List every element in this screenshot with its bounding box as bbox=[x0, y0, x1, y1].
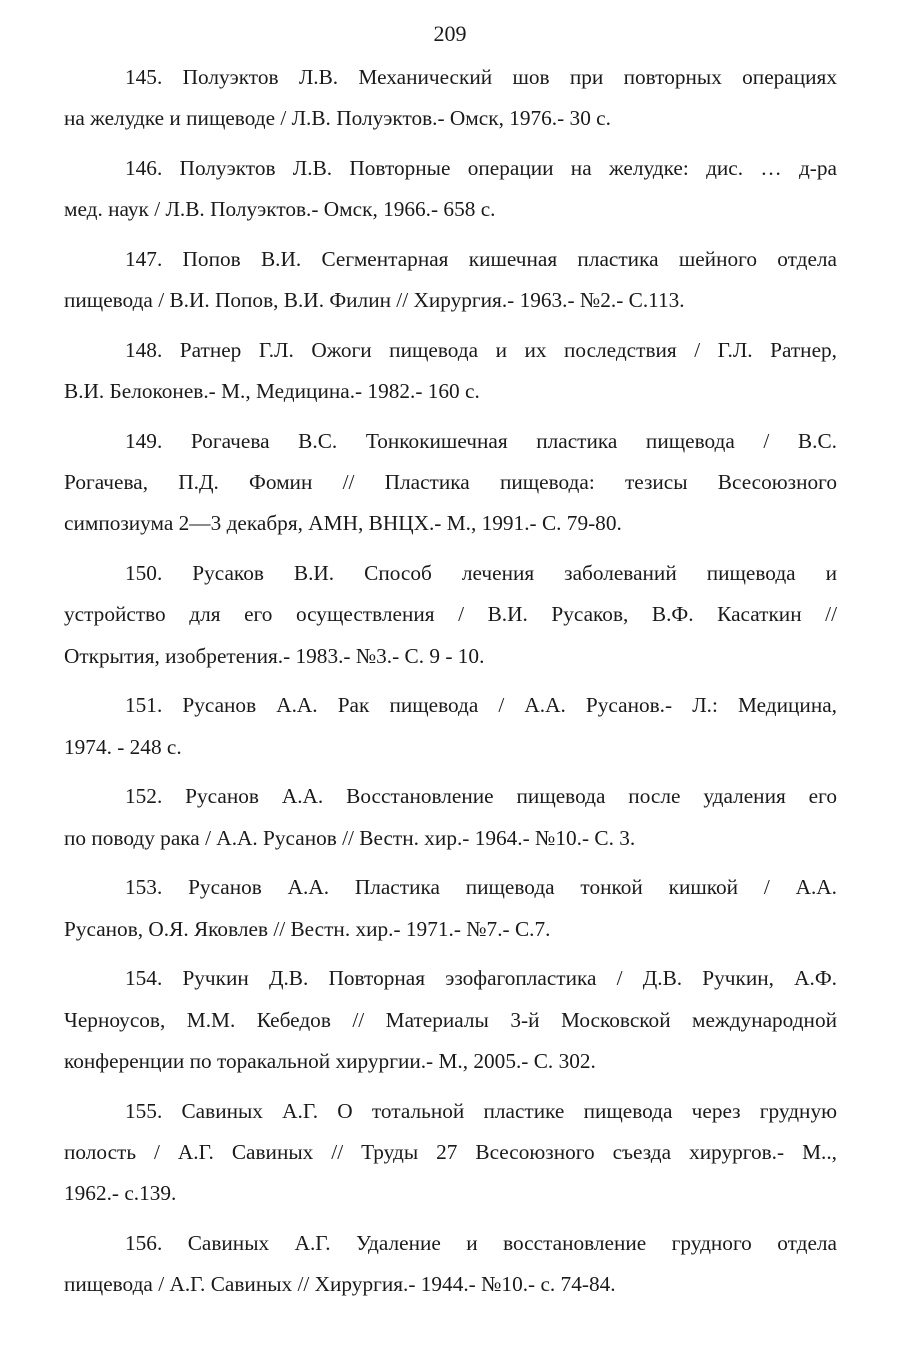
reference-line: 156. Савиных А.Г. Удаление и восстановление грудного отдела bbox=[125, 1230, 837, 1255]
reference-line: 155. Савиных А.Г. О тотальной пластике пищевода через грудную bbox=[125, 1098, 837, 1123]
reference-entry bbox=[64, 685, 837, 767]
reference-line: 147. Попов В.И. Сегментарная кишечная пластика шейного отдела bbox=[125, 247, 837, 271]
reference-entry bbox=[64, 421, 837, 545]
reference-line: пищевода / А.Г. Савиных // Хирургия.- 1944.- №10.- с. 74-84. bbox=[64, 1272, 616, 1297]
reference-entry bbox=[64, 867, 837, 949]
reference-line: 154. Ручкин Д.В. Повторная эзофагопластика / Д.В. Ручкин, А.Ф. bbox=[125, 966, 837, 991]
reference-entry bbox=[64, 330, 837, 412]
reference-line: на желудке и пищеводе / Л.В. Полуэктов.- Омск, 1976.- 30 с. bbox=[64, 106, 611, 131]
reference-entry bbox=[64, 553, 837, 677]
reference-line: пищевода / В.И. Попов, В.И. Филин // Хирургия.- 1963.- №2.- С.113. bbox=[64, 288, 685, 313]
reference-line: полость / А.Г. Савиных // Труды 27 Всесоюзного съезда хирургов.- М.., bbox=[64, 1139, 837, 1164]
reference-line: 153. Русанов А.А. Пластика пищевода тонкой кишкой / А.А. bbox=[125, 875, 837, 900]
reference-line: конференции по торакальной хирургии.- М., 2005.- С. 302. bbox=[64, 1048, 596, 1073]
reference-entry bbox=[64, 1091, 837, 1215]
reference-entry bbox=[64, 148, 837, 230]
reference-entry bbox=[64, 57, 837, 139]
reference-line: симпозиума 2—3 декабря, АМН, ВНЦХ.- М., 1991.- С. 79-80. bbox=[64, 511, 622, 536]
reference-line: по поводу рака / А.А. Русанов // Вестн. хир.- 1964.- №10.- С. 3. bbox=[64, 825, 636, 850]
reference-line: 152. Русанов А.А. Восстановление пищевода после удаления его bbox=[125, 784, 837, 809]
reference-line: Черноусов, М.М. Кебедов // Материалы 3-й Московской международной bbox=[64, 1007, 837, 1032]
reference-line: 145. Полуэктов Л.В. Механический шов при повторных операциях bbox=[125, 65, 837, 89]
reference-entry bbox=[64, 958, 837, 1082]
reference-line: Русанов, О.Я. Яковлев // Вестн. хир.- 1971.- №7.- С.7. bbox=[64, 916, 551, 941]
page-number: 209 bbox=[433, 21, 467, 46]
reference-line: 150. Русаков В.И. Способ лечения заболеваний пищевода и bbox=[125, 561, 837, 586]
reference-list bbox=[64, 57, 837, 1305]
reference-line: 149. Рогачева В.С. Тонкокишечная пластика пищевода / В.С. bbox=[125, 429, 837, 453]
reference-line: 1962.- с.139. bbox=[64, 1181, 177, 1206]
reference-line: Открытия, изобретения.- 1983.- №3.- С. 9 - 10. bbox=[64, 643, 485, 668]
reference-line: 1974. - 248 с. bbox=[64, 734, 182, 759]
reference-entry bbox=[64, 776, 837, 858]
reference-entry bbox=[64, 1223, 837, 1305]
reference-line: устройство для его осуществления / В.И. Русаков, В.Ф. Касаткин // bbox=[64, 602, 837, 627]
reference-line: мед. наук / Л.В. Полуэктов.- Омск, 1966.- 658 с. bbox=[64, 197, 496, 222]
reference-line: 151. Русанов А.А. Рак пищевода / А.А. Русанов.- Л.: Медицина, bbox=[125, 693, 837, 718]
reference-line: 146. Полуэктов Л.В. Повторные операции на желудке: дис. … д-ра bbox=[125, 156, 837, 180]
reference-line: В.И. Белоконев.- М., Медицина.- 1982.- 160 с. bbox=[64, 379, 480, 404]
reference-line: Рогачева, П.Д. Фомин // Пластика пищевода: тезисы Всесоюзного bbox=[64, 470, 837, 495]
reference-entry bbox=[64, 239, 837, 321]
reference-line: 148. Ратнер Г.Л. Ожоги пищевода и их последствия / Г.Л. Ратнер, bbox=[125, 338, 837, 362]
